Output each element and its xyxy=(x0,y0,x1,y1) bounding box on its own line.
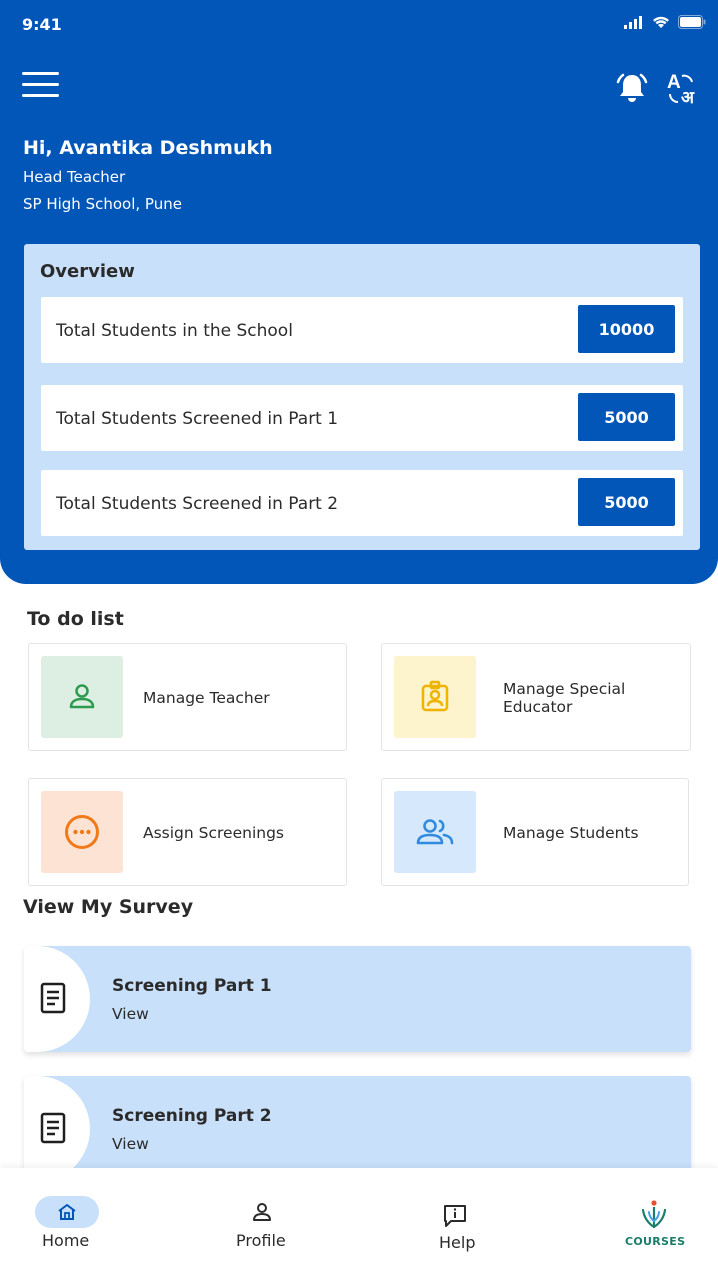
stat-label: Total Students in the School xyxy=(56,321,293,341)
menu-button[interactable] xyxy=(22,72,60,100)
todo-icon-box xyxy=(41,791,123,873)
overview-panel xyxy=(24,244,700,550)
signal-icon xyxy=(624,15,644,29)
nav-courses-label: COURSES xyxy=(625,1235,686,1248)
battery-icon xyxy=(678,15,706,29)
survey-title: View My Survey xyxy=(23,896,194,918)
document-icon xyxy=(40,1112,68,1144)
stat-row-total-students xyxy=(41,297,683,363)
svg-text:अ: अ xyxy=(681,88,694,108)
todo-label: Manage Students xyxy=(503,824,639,842)
translate-icon[interactable] xyxy=(664,70,702,108)
survey-card-title: Screening Part 2 xyxy=(112,1106,272,1126)
todo-label: Manage Teacher xyxy=(143,689,270,707)
bottom-nav xyxy=(0,1168,718,1276)
todo-label: Manage Special Educator xyxy=(503,680,626,716)
survey-card-view-link[interactable]: View xyxy=(112,1005,149,1023)
status-time: 9:41 xyxy=(22,15,62,34)
id-badge-icon xyxy=(418,680,452,714)
nav-help-label: Help xyxy=(439,1233,476,1252)
survey-card-screening-part-1[interactable] xyxy=(24,946,691,1052)
assign-screenings-card[interactable] xyxy=(28,778,347,886)
stat-value: 5000 xyxy=(578,478,675,526)
survey-card-title: Screening Part 1 xyxy=(112,976,272,996)
document-icon xyxy=(40,982,68,1014)
stat-value: 5000 xyxy=(578,393,675,441)
status-icons xyxy=(624,15,706,29)
todo-icon-box xyxy=(41,656,123,738)
stat-value: 10000 xyxy=(578,305,675,353)
nav-courses[interactable] xyxy=(612,1168,696,1276)
todo-icon-box xyxy=(394,791,476,873)
nav-home-label: Home xyxy=(42,1231,90,1250)
nav-profile[interactable] xyxy=(222,1168,302,1276)
survey-card-view-link[interactable]: View xyxy=(112,1135,149,1153)
todo-title: To do list xyxy=(27,608,124,630)
school-name: SP High School, Pune xyxy=(23,195,182,213)
stat-label: Total Students Screened in Part 1 xyxy=(56,409,339,429)
people-icon xyxy=(415,816,455,848)
status-bar xyxy=(0,0,718,50)
svg-text:A: A xyxy=(667,72,681,93)
home-pill xyxy=(35,1196,99,1228)
manage-students-card[interactable] xyxy=(381,778,689,886)
overview-title: Overview xyxy=(40,261,135,282)
nav-profile-label: Profile xyxy=(236,1231,286,1250)
manage-special-educator-card[interactable] xyxy=(381,643,691,751)
courses-logo-icon xyxy=(639,1199,669,1229)
stat-row-screened-part-2 xyxy=(41,470,683,536)
user-role: Head Teacher xyxy=(23,168,126,186)
wifi-icon xyxy=(652,15,670,29)
todo-label: Assign Screenings xyxy=(143,824,284,842)
nav-help[interactable] xyxy=(422,1168,492,1276)
bell-icon[interactable] xyxy=(614,70,650,106)
menu-icon-line xyxy=(22,72,59,75)
home-icon xyxy=(57,1203,77,1221)
more-circle-icon xyxy=(63,813,101,851)
nav-home[interactable] xyxy=(20,1168,120,1276)
greeting: Hi, Avantika Deshmukh xyxy=(23,137,273,159)
profile-icon xyxy=(251,1201,273,1223)
survey-card-screening-part-2[interactable] xyxy=(24,1076,691,1182)
stat-label: Total Students Screened in Part 2 xyxy=(56,494,339,514)
todo-icon-box xyxy=(394,656,476,738)
person-icon xyxy=(66,681,98,713)
stat-row-screened-part-1 xyxy=(41,385,683,451)
menu-icon-line xyxy=(22,94,59,97)
help-icon xyxy=(443,1204,467,1228)
header xyxy=(0,0,718,584)
menu-icon-line xyxy=(22,83,59,86)
manage-teacher-card[interactable] xyxy=(28,643,347,751)
